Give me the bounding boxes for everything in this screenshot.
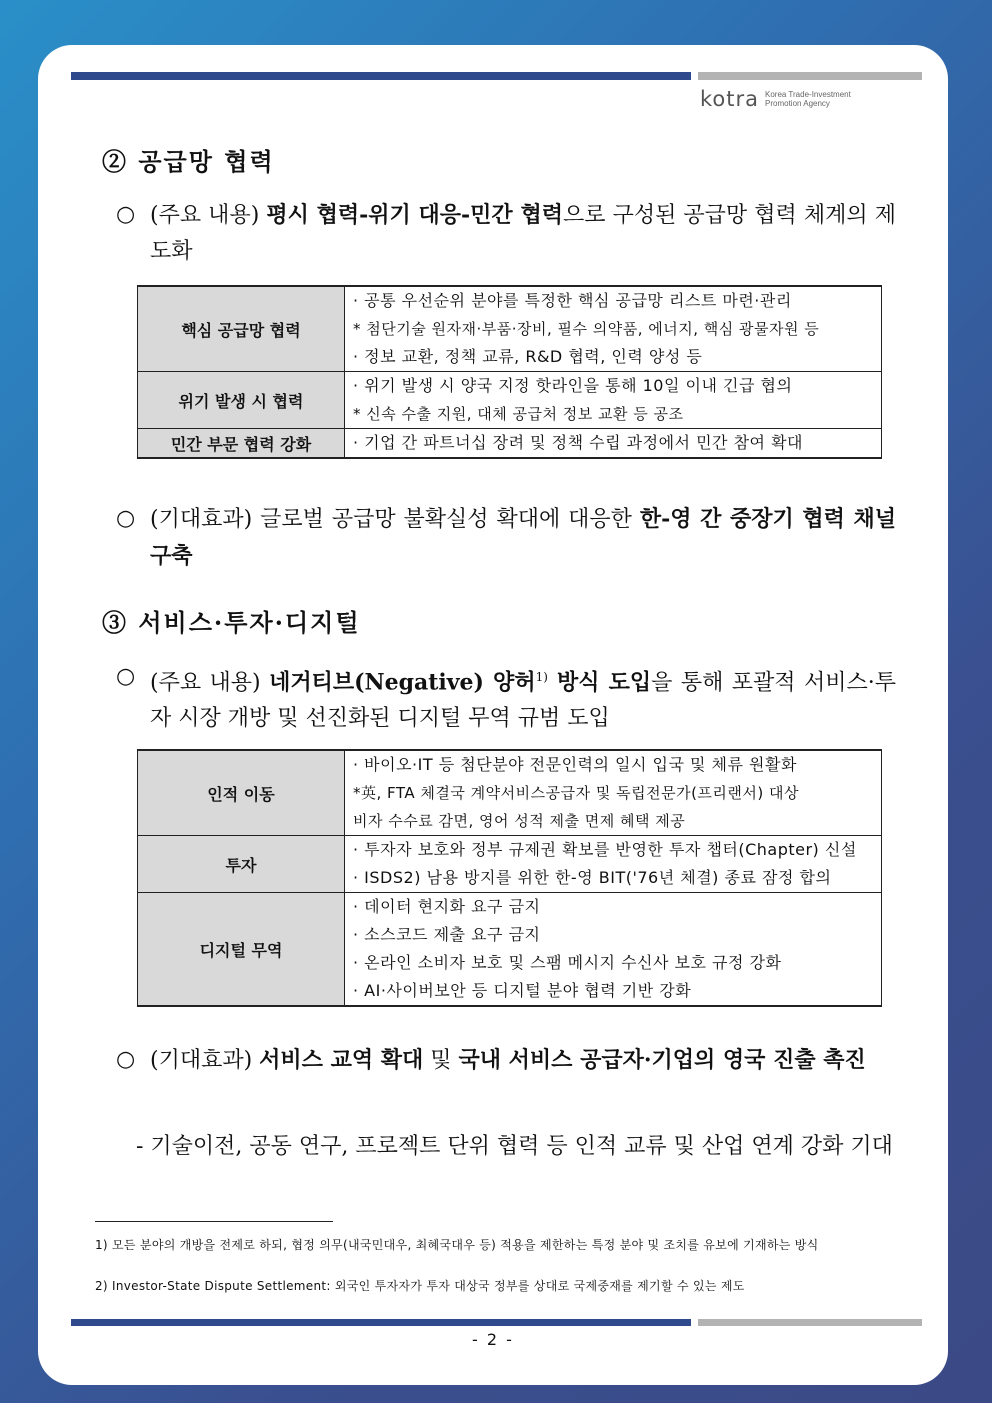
bullet-supply-effect: ○ (기대효과) 글로벌 공급망 불확실성 확대에 대응한 한-영 간 중장기 협력 채널 구축	[116, 506, 896, 569]
footnote-1: 1) 모든 분야의 개방을 전제로 하되, 협정 의무(내국민대우, 최혜국대우 등) 적용을 제한하는 특정 분야 및 조치를 유보에 기재하는 방식	[95, 1238, 819, 1252]
header-rule	[71, 72, 691, 80]
row-label: 핵심 공급망 협력	[138, 286, 345, 372]
row-label: 민간 부문 협력 강화	[138, 429, 345, 459]
bullet-services-content: ○ (주요 내용) 네거티브(Negative) 양허$^{1)}$ 방식 도입을 통해 포괄적 서비스·투자 시장 개방 및 선진화된 디지털 무역 규범 도입	[116, 664, 896, 732]
row-label: 디지털 무역	[138, 893, 345, 1007]
supply-chain-table: 핵심 공급망 협력 · 공통 우선순위 분야를 특정한 핵심 공급망 리스트 마련·관리 * 첨단기술 원자재·부품·장비, 필수 의약품, 에너지, 핵심 광물자원 등 · 정보 교환, 정책 교류, R&D 협력, 인력 양성 등 위기 발생 시 협력 · 위기 발생 시 양국 지정 핫라인을 통해 10일 이내 긴급 협의 * 신속 수출 지원, 대체 공급처 정보 교환 등 공조 민간 부문 협력 강화 · 기업 간 파트너십 장려 및 정책 수립 과정에서 민간 참여 확대	[137, 285, 882, 459]
row-label: 위기 발생 시 협력	[138, 372, 345, 429]
kotra-logo: kotra Korea Trade-Investment Promotion Agency	[700, 87, 851, 111]
header-rule-gray	[698, 72, 922, 80]
footer-rule	[71, 1319, 691, 1326]
footnote-rule	[95, 1221, 333, 1222]
bullet-services-effect: ○ (기대효과) 서비스 교역 확대 및 국내 서비스 공급자·기업의 영국 진출 촉진	[116, 1047, 866, 1073]
page-number: - 2 -	[472, 1330, 514, 1349]
services-table: 인적 이동 · 바이오·IT 등 첨단분야 전문인력의 일시 입국 및 체류 원활화 *英, FTA 체결국 계약서비스공급자 및 독립전문가(프리랜서) 대상 비자 수수료 감면, 영어 성적 제출 면제 혜택 제공 투자 · 투자자 보호와 정부 규제권 확보를 반영한 투자 챕터(Chapter) 신설 · ISDS2) 남용 방지를 위한 한-영 BIT('76년 체결) 종료 잠정 합의 디지털 무역 · 데이터 현지화 요구 금지 · 소스코드 제출 요구 금지 · 온라인 소비자 보호 및 스팸 메시지 수신사 보호 규정 강화 · AI·사이버보안 등 디지털 분야 협력 기반 강화	[137, 749, 882, 1007]
row-label: 투자	[138, 836, 345, 893]
row-label: 인적 이동	[138, 750, 345, 836]
section-heading-supply-chain: ② 공급망 협력	[102, 147, 275, 176]
section-heading-services: ③ 서비스·투자·디지털	[102, 608, 361, 637]
document-page	[38, 45, 948, 1385]
bullet-supply-content: ○ (주요 내용) 평시 협력-위기 대응-민간 협력으로 구성된 공급망 협력 체계의 제도화	[116, 202, 896, 264]
footnote-2: 2) Investor-State Dispute Settlement: 외국인 투자자가 투자 대상국 정부를 상대로 국제중재를 제기할 수 있는 제도	[95, 1279, 745, 1293]
footer-rule-gray	[698, 1319, 922, 1326]
sub-point: - 기술이전, 공동 연구, 프로젝트 단위 협력 등 인적 교류 및 산업 연계 강화 기대	[136, 1134, 893, 1159]
